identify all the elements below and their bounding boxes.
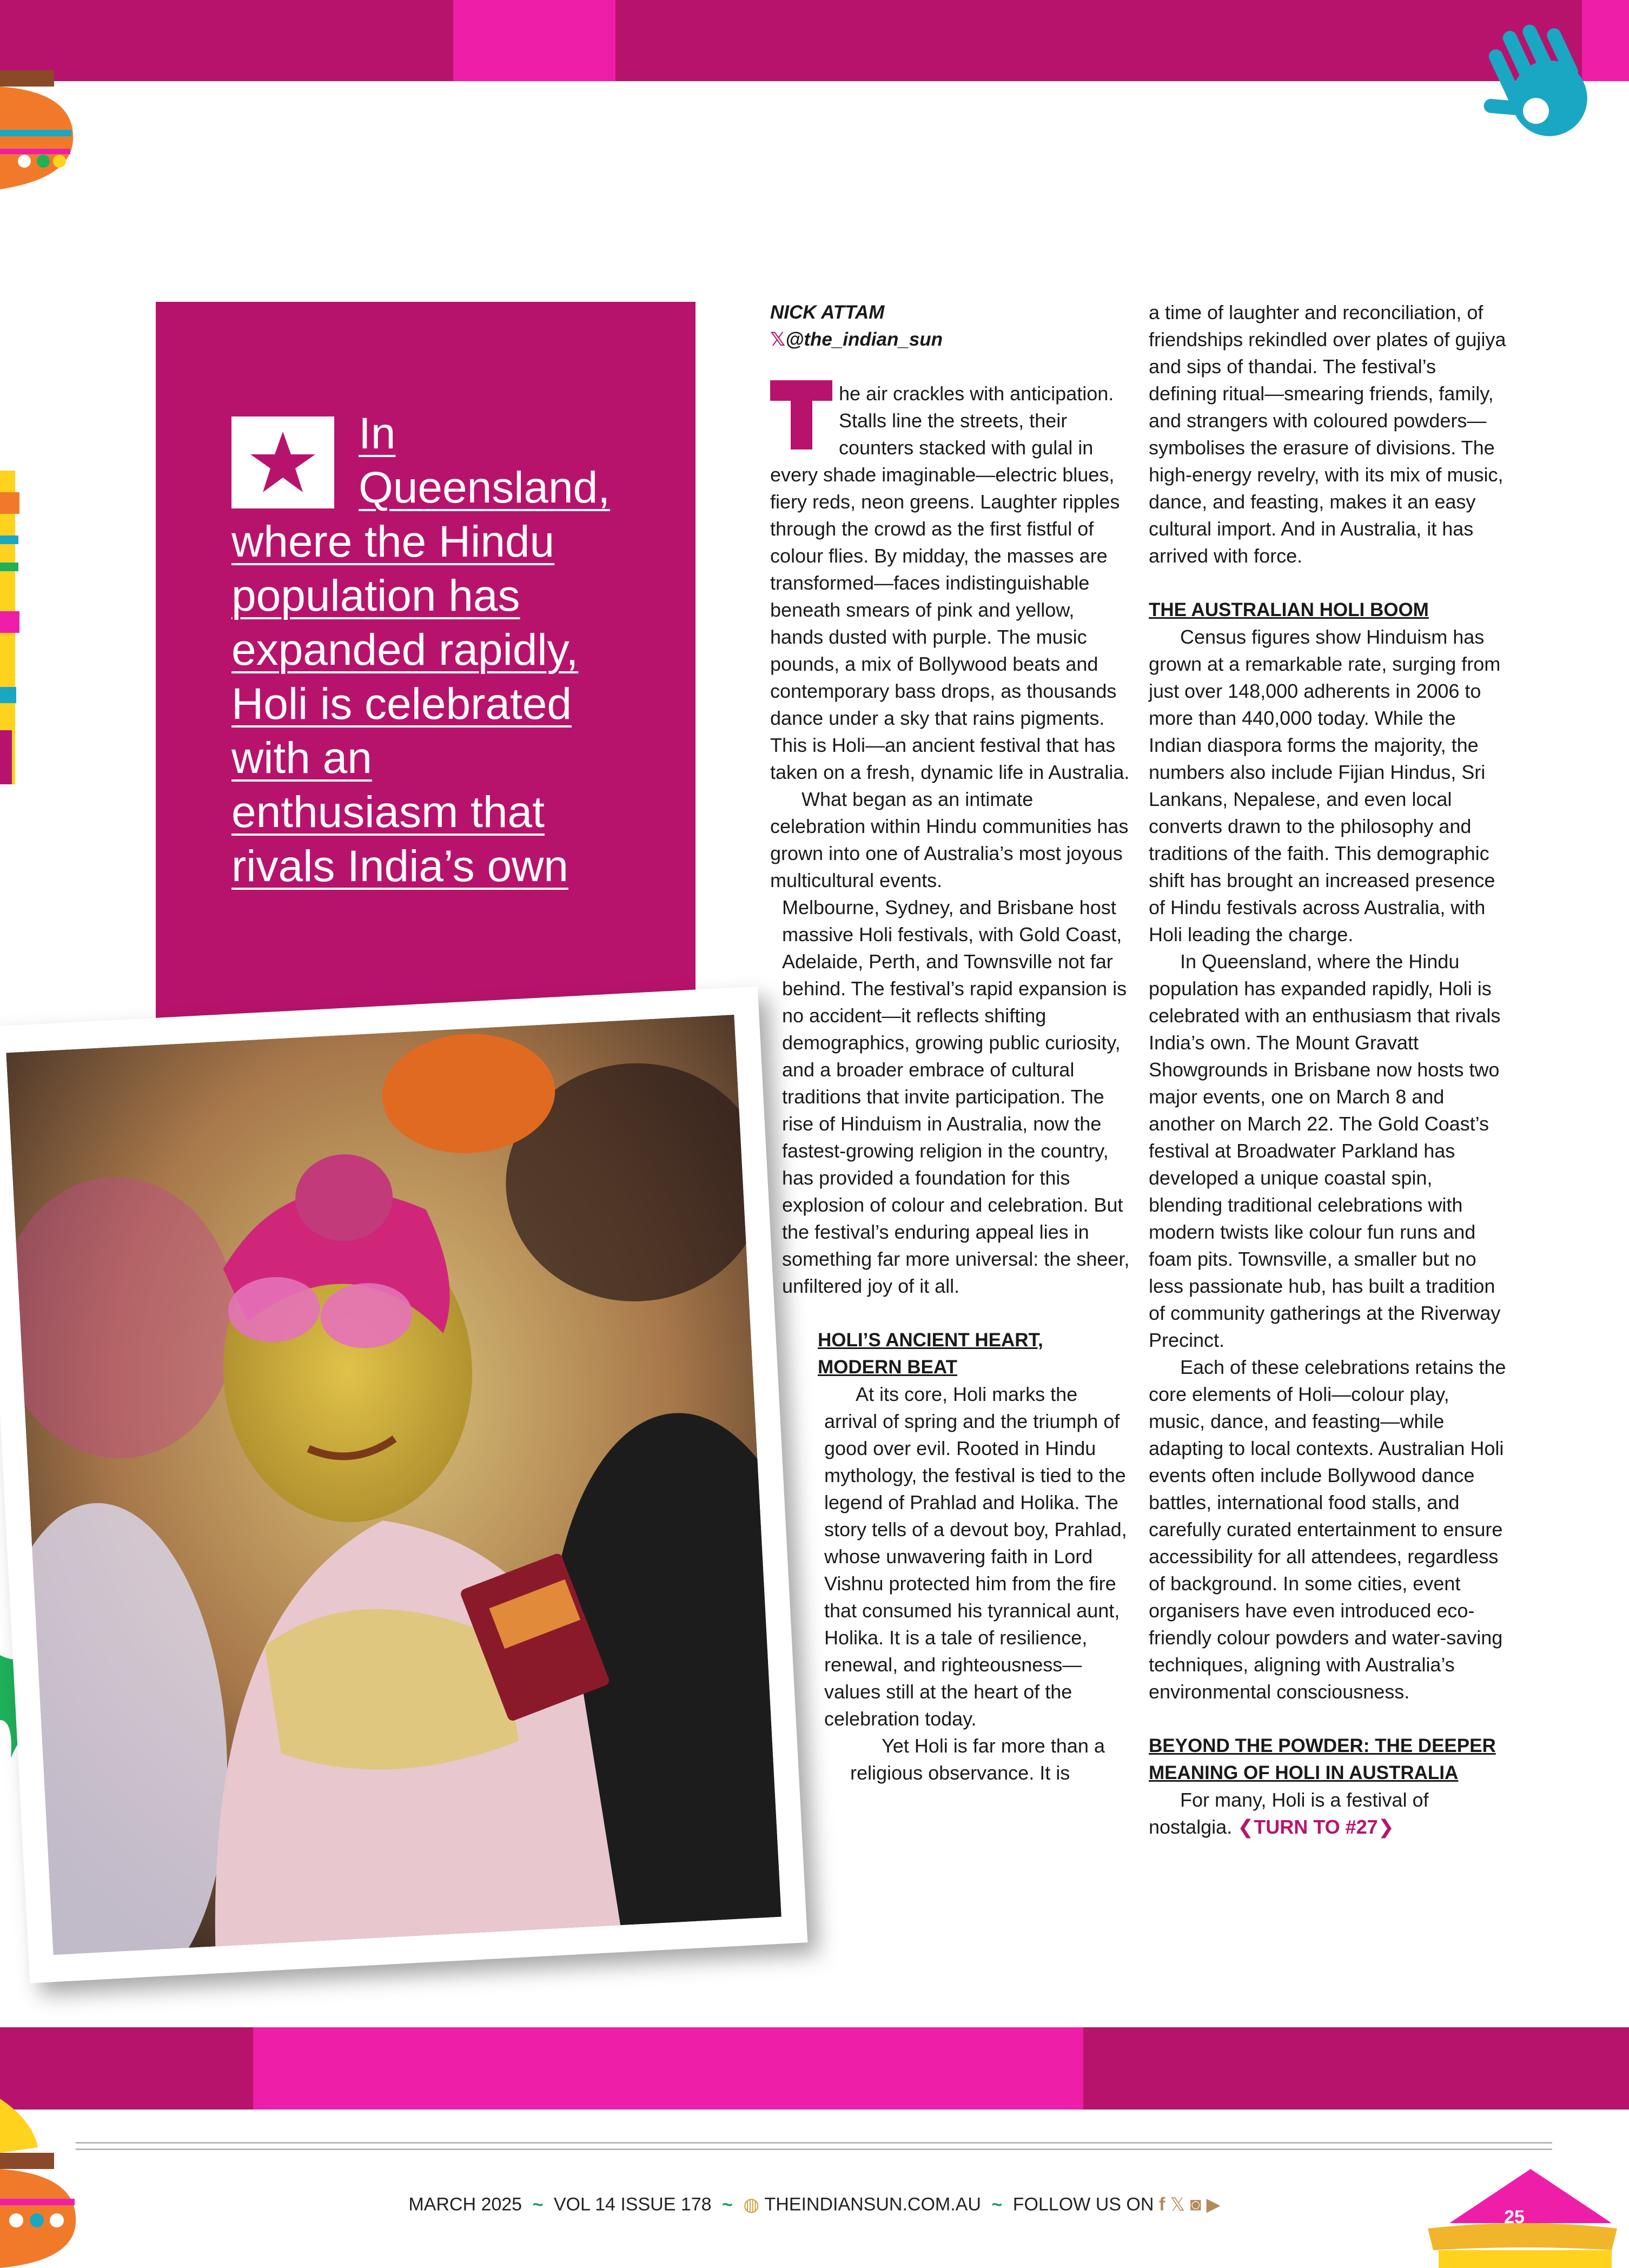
pull-quote-line: where the Hindu: [231, 517, 555, 566]
pull-quote-line: expanded rapidly,: [231, 625, 579, 675]
photo-frame: [0, 987, 807, 1983]
pull-quote-line: In: [359, 409, 396, 458]
article-paragraph: What began as an intimate celebration within Hindu communities has grown into one of Australia’s most joyous multicultural events.: [770, 788, 1129, 891]
article-paragraph: Census figures show Hinduism has grown at a remarkable rate, surging from just over 148,000 adherents in 2006 to more than 440,000 today. While the Indian diaspora forms the majority, the numbers also include Fijian Hindus, Sri Lankans, Nepalese, and even local converts drawn to the philosophy and traditions of the faith. This demographic shift has brought an increased presence of Hindu festivals across Australia, with Holi leading the charge.: [1149, 626, 1501, 945]
facebook-icon[interactable]: f: [1158, 2194, 1166, 2215]
pull-quote-line: Holi is celebrated: [231, 679, 572, 729]
article-paragraph: Each of these celebrations retains the core elements of Holi—colour play, music, dance, and feasting—while adapting to local contexts. Australian Holi events often include Bollywood dance battles, international food stalls, and carefully curated entertainment to ensure accessibility for all attendees, regardless of background. In some cities, event organisers have even introduced eco-friendly colour powders and water-saving techniques, aligning with Australia’s environmental consciousness.: [1149, 1356, 1506, 1703]
handprint-icon: [1471, 11, 1612, 151]
tilde-separator-icon: ~: [532, 2194, 544, 2215]
top-band-accent: [453, 0, 615, 81]
section-heading: BEYOND THE POWDER: THE DEEPER MEANING OF HOLI IN AUSTRALIA: [1149, 1735, 1496, 1783]
article-paragraph: Yet Holi is far more than a religious observance. It is: [850, 1735, 1105, 1784]
pull-quote-line: Queensland,: [359, 463, 611, 512]
section-heading: THE AUSTRALIAN HOLI BOOM: [1149, 599, 1429, 620]
globe-icon: ◍: [743, 2194, 759, 2216]
photo-illustration: [6, 1015, 782, 1955]
article-paragraph: In Queensland, where the Hindu population has expanded rapidly, Holi is celebrated with an enthusiasm that rivals India’s own. The Mount Gravatt Showgrounds in Brisbane now hosts two major events, one on March 8 and another on March 22. The Gold Coast’s festival at Broadwater Parkland has developed a unique coastal spin, blending traditional celebrations with modern twists like colour fun runs and foam pits. Townsville, a smaller but no less passionate hub, has built a tradition of community gatherings at the Riverway Precinct.: [1149, 950, 1501, 1351]
holi-festival-photo: [6, 1015, 782, 1955]
article-paragraph: a time of laughter and reconciliation, of friendships rekindled over plates of gujiya and sips of thandai. The festival’s defining ritual—smearing friends, family, and strangers with coloured powders—symbolises the erasure of divisions. The high-energy revelry, with its mix of music, dance, and feasting, makes it an easy cultural import. And in Australia, it has arrived with force.: [1149, 301, 1506, 567]
bottom-band-accent: [253, 2027, 1083, 2110]
footer-follow: FOLLOW US ON: [1012, 2194, 1154, 2215]
section-heading: HOLI’S ANCIENT HEART, MODERN BEAT: [818, 1330, 1043, 1378]
page-number: 25: [1504, 2207, 1525, 2227]
article-paragraph: For many, Holi is a festival of nostalgia. ❮TURN TO #27❯: [1149, 1789, 1429, 1838]
article-paragraph: Melbourne, Sydney, and Brisbane host massive Holi festivals, with Gold Coast, Adelaide, Perth, and Townsville not far behind. The festival’s rapid expansion is no accident—it reflects shifting demographics, growing public curiosity, and a broader embrace of cultural traditions that invite participation. The rise of Hinduism in Australia, now the fastest-growing religion in the country, has provided a foundation for this explosion of colour and celebration. But the festival’s enduring appeal lies in something far more universal: the sheer, unfiltered joy of it all.: [782, 896, 1130, 1297]
x-logo-icon: 𝕏: [770, 329, 786, 350]
pull-quote-line: with an: [231, 733, 372, 783]
x-icon[interactable]: 𝕏: [1170, 2194, 1186, 2216]
author-handle: @the_indian_sun: [785, 329, 943, 350]
author-name: NICK ATTAM: [770, 302, 885, 323]
pull-quote-line: rivals India’s own: [231, 842, 568, 891]
article-column-2: [1149, 299, 1509, 1841]
pull-quote-line: enthusiasm that: [231, 788, 545, 837]
pull-quote-line: population has: [231, 571, 520, 620]
turn-to-link[interactable]: ❮TURN TO #27❯: [1237, 1816, 1394, 1838]
top-color-band: [0, 0, 1629, 81]
article-paragraph: he air crackles with anticipation. Stalls line the streets, their counters stacked with gulal in every shade imaginable—electric blues, fiery reds, neon greens. Laughter ripples through the crowd as the first fistful of colour flies. By midday, the masses are transformed—faces indistinguishable beneath smears of pink and yellow, hands dusted with purple. The music pounds, a mix of Bollywood beats and contemporary bass drops, as thousands dance under a sky that rains pigments. This is Holi—an ancient festival that has taken on a fresh, dynamic life in Australia.: [770, 380, 1130, 786]
footer-divider: [76, 2148, 1552, 2150]
article-paragraph: At its core, Holi marks the arrival of spring and the triumph of good over evil. Rooted in Hindu mythology, the festival is tied to the legend of Prahlad and Holika. The story tells of a devout boy, Prahlad, whose unwavering faith in Lord Vishnu protected him from the fire that consumed his tyrannical aunt, Holika. It is a tale of resilience, renewal, and righteousness—values still at the heart of the celebration today.: [824, 1383, 1127, 1730]
instagram-icon[interactable]: ◙: [1190, 2194, 1202, 2215]
pot-decoration-top-left: [0, 32, 76, 195]
article-column-1: [770, 299, 1130, 1787]
youtube-icon[interactable]: ▶: [1206, 2194, 1221, 2216]
footer-website[interactable]: THEINDIANSUN.COM.AU: [764, 2194, 981, 2215]
footer-date: MARCH 2025: [408, 2194, 522, 2215]
footer-issue: VOL 14 ISSUE 178: [553, 2194, 712, 2215]
pot-decoration-bottom-left: [0, 2099, 81, 2268]
decoration-left-edge: [0, 471, 27, 784]
page-footer: [0, 2193, 1629, 2216]
pull-quote-text: [231, 407, 659, 894]
tilde-separator-icon: ~: [722, 2194, 733, 2215]
tilde-separator-icon: ~: [991, 2194, 1003, 2215]
author-handle-row: [770, 326, 1130, 353]
drop-cap: [770, 380, 832, 449]
footer-divider: [76, 2142, 1552, 2144]
